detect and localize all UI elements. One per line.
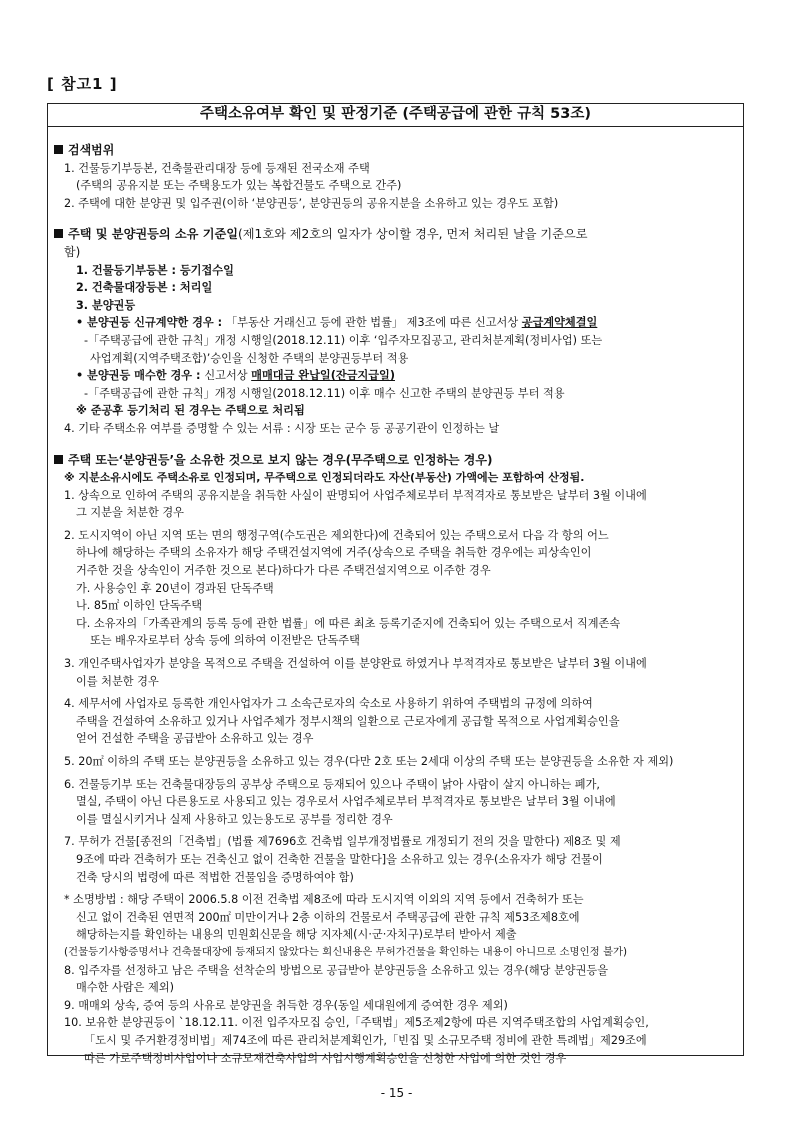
list-item: 10. 보유한 분양권등이 `18.12.11. 이전 입주자모집 승인,「주택법」제5조제2항에 따른 지역주택조합의 사업계획승인, — [64, 1016, 649, 1030]
list-item: 3. 분양권등 — [76, 298, 136, 312]
section-heading: 주택 또는‘분양권등’을 소유한 것으로 보지 않는 경우(무주택으로 인정하는 경우) — [68, 452, 493, 467]
list-item: 1. 건물등기부등본 : 등기접수일 — [76, 263, 234, 277]
list-item: 9조에 따라 건축허가 또는 건축신고 없이 건축한 건물을 말한다]을 소유하고 있는 경우(소유자가 해당 건물이 — [76, 852, 603, 866]
item-emphasis: 매매대금 완납일(잔금지급일) — [251, 369, 395, 383]
list-item: * 소명방법 : 해당 주택이 2006.5.8 이전 건축법 제8조에 따라 도시지역 이외의 지역 등에서 건축허가 또는 — [64, 893, 584, 907]
section-note: ※ 지분소유시에도 주택소유로 인정되며, 무주택으로 인정되더라도 자산(부동산) 가액에는 포함하여 산정됨. — [64, 471, 585, 485]
list-item: 「도시 및 주거환경정비법」제74조에 따른 관리처분계획인가,「빈집 및 소규모주택 정비에 관한 특례법」제29조에 — [84, 1033, 647, 1047]
list-item: 하나에 해당하는 주택의 소유자가 해당 주택건설지역에 거주(상속으로 주택을 취득한 경우에는 피상속인이 — [76, 546, 592, 560]
item-label: • 분양권등 매수한 경우 : — [76, 369, 205, 383]
list-item: 사업계획(지역주택조합)’승인을 신청한 주택의 분양권등부터 적용 — [90, 351, 409, 365]
section-ownership-date — [54, 226, 737, 244]
list-item: 8. 입주자를 선정하고 남은 주택을 선착순의 방법으로 공급받아 분양권등을 소유하고 있는 경우(해당 분양권등을 — [64, 963, 609, 977]
list-item — [54, 367, 737, 385]
list-item: 그 지분을 처분한 경우 — [76, 506, 184, 520]
list-item: 매수한 사람은 제외) — [76, 981, 174, 995]
item-emphasis: 공급계약체결일 — [521, 316, 598, 330]
item-label: • 분양권등 신규계약한 경우 : — [76, 316, 226, 330]
content-box — [47, 127, 744, 1065]
list-item: 2. 도시지역이 아닌 지역 또는 면의 행정구역(수도권은 제외한다)에 건축되어 있는 주택으로서 다음 각 항의 어느 — [64, 528, 609, 542]
page-number: - 15 - — [380, 1086, 413, 1100]
list-item: 9. 매매외 상속, 증여 등의 사유로 분양권을 취득한 경우(동일 세대원에게 증여한 경우 제외) — [64, 998, 508, 1012]
list-item: 가. 사용승인 후 20년이 경과된 단독주택 — [76, 581, 274, 595]
section-heading: 검색범위 — [68, 143, 115, 157]
list-item: 2. 주택에 대한 분양권 및 입주권(이하 ‘분양권등’, 분양권등의 공유지분을 소유하고 있는 경우도 포함) — [64, 196, 559, 210]
square-bullet-icon — [54, 455, 63, 464]
list-item: 3. 개인주택사업자가 분양을 목적으로 주택을 건설하여 이를 분양완료 하였거나 부적격자로 통보받은 날부터 3월 이내에 — [64, 657, 647, 671]
list-item: 1. 건물등기부등본, 건축물관리대장 등에 등재된 전국소재 주택 — [64, 161, 370, 175]
list-item: -「주택공급에 관한 규칙」개정 시행일(2018.12.11) 이후 매수 신고한 주택의 분양권등 부터 적용 — [84, 386, 565, 400]
list-item: ※ 준공후 등기처리 된 경우는 주택으로 처리됨 — [76, 404, 305, 418]
item-text: 신고서상 — [204, 369, 252, 383]
list-item: -「주택공급에 관한 규칙」개정 시행일(2018.12.11) 이후 ‘입주자모집공고, 관리처분계획(정비사업) 또는 — [84, 333, 603, 347]
section-heading-cont: 함) — [64, 244, 81, 259]
section-non-ownership — [54, 452, 737, 470]
reference-label: [ 참고1 ] — [47, 75, 118, 93]
list-item: 5. 20㎡ 이하의 주택 또는 분양권등을 소유하고 있는 경우(다만 2호 또는 2세대 이상의 주택 또는 분양권등을 소유한 자 제외) — [64, 755, 674, 768]
list-item: 4. 세무서에 사업자로 등록한 개인사업자가 그 소속근로자의 숙소로 사용하기 위하여 주택법의 규정에 의하여 — [64, 697, 593, 711]
list-item: 7. 무허가 건물[종전의「건축법」(법률 제7696호 건축법 일부개정법률로 개정되기 전의 것을 말한다) 제8조 및 제 — [64, 835, 621, 849]
section-list — [54, 487, 737, 1067]
list-item: 멸실, 주택이 아닌 다른용도로 사용되고 있는 경우로서 사업주체로부터 부적격자로 통보받은 날부터 3월 이내에 — [76, 795, 616, 809]
list-item: (주택의 공유지분 또는 주택용도가 있는 복합건물도 주택으로 간주) — [76, 179, 402, 193]
page-title: 주택소유여부 확인 및 판정기준 (주택공급에 관한 규칙 53조) — [47, 103, 744, 127]
list-item: 건축 당시의 법령에 따른 적법한 건물임을 증명하여야 함) — [76, 870, 354, 884]
list-item: 6. 건물등기부 또는 건축물대장등의 공부상 주택으로 등재되어 있으나 주택이 낡아 사람이 살지 아니하는 폐가, — [64, 777, 600, 791]
list-item: 거주한 것을 상속인이 거주한 것으로 본다)하다가 다른 주택건설지역으로 이주한 경우 — [76, 564, 491, 578]
list-item: 나. 85㎡ 이하인 단독주택 — [76, 599, 203, 613]
square-bullet-icon — [54, 229, 63, 238]
section-heading-note: (제1호와 제2호의 일자가 상이할 경우, 먼저 처리된 날을 기준으로 — [238, 227, 588, 242]
section-heading: 주택 및 분양권등의 소유 기준일 — [68, 227, 239, 242]
list-item: 2. 건축물대장등본 : 처리일 — [76, 281, 213, 295]
list-item: 1. 상속으로 인하여 주택의 공유지분을 취득한 사실이 판명되어 사업주체로부터 부적격자로 통보받은 날부터 3월 이내에 — [64, 488, 647, 502]
list-item: 얻어 건설한 주택을 공급받아 소유하고 있는 경우 — [76, 732, 314, 746]
list-item: 4. 기타 주택소유 여부를 증명할 수 있는 서류 : 시장 또는 군수 등 공공기관이 인정하는 날 — [64, 421, 500, 435]
item-text: 「부동산 거래신고 등에 관한 법률」 제3조에 따른 신고서상 — [225, 316, 522, 330]
list-item: 이를 멸실시키거나 실제 사용하고 있는용도로 공부를 정리한 경우 — [76, 812, 393, 826]
list-item: 해당하는지를 확인하는 내용의 민원회신문을 해당 지자체(시·군·자치구)로부터 받아서 제출 — [76, 928, 517, 942]
list-item: 또는 배우자로부터 상속 등에 의하여 이전받은 단독주택 — [90, 634, 360, 648]
list-item: 다. 소유자의「가족관계의 등록 등에 관한 법률」에 따른 최초 등록기준지에 건축되어 있는 주택으로서 직계존속 — [76, 616, 621, 630]
list-item — [54, 314, 737, 332]
list-item: (건물등기사항증명서나 건축물대장에 등재되지 않았다는 회신내용은 무허가건물을 확인하는 내용이 아니므로 소명인정 불가) — [64, 945, 628, 958]
square-bullet-icon — [54, 145, 63, 154]
section-search-scope — [54, 142, 737, 160]
list-item: 주택을 건설하여 소유하고 있거나 사업주체가 정부시책의 일환으로 근로자에게 공급할 목적으로 사업계획승인을 — [76, 714, 620, 728]
list-item: 이를 처분한 경우 — [76, 674, 159, 688]
list-item: 따른 가로주택정비사업이나 소규모재건축사업의 사업시행계획승인을 신청한 사업에 의한 것인 경우 — [84, 1051, 567, 1065]
list-item: 신고 없이 건축된 연면적 200㎡ 미만이거나 2층 이하의 건물로서 주택공급에 관한 규칙 제53조제8호에 — [76, 910, 580, 924]
